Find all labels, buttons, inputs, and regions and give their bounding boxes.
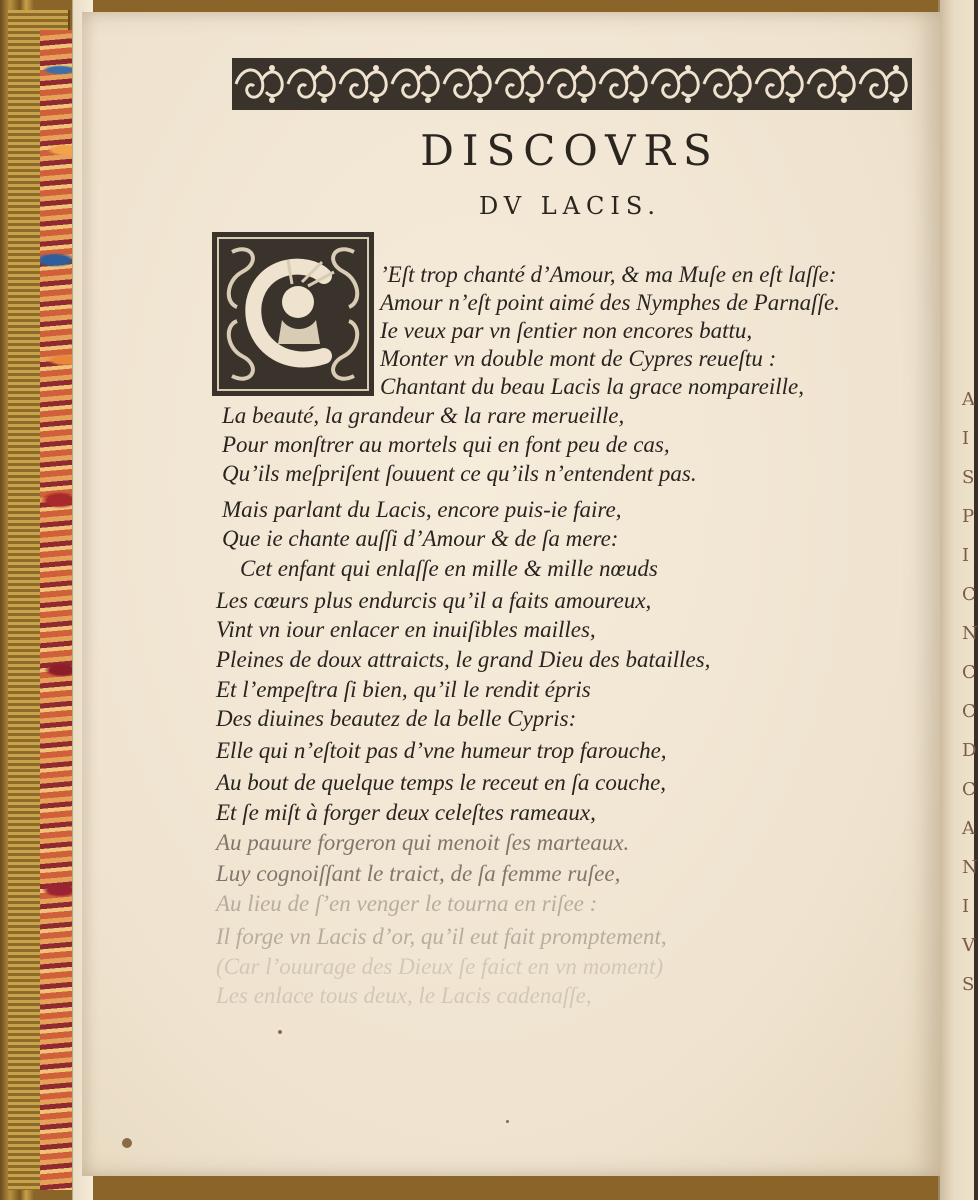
foxing-spot	[506, 1120, 509, 1123]
verse-line: (Car l’ouurage des Dieux ſe faict en vn moment)	[216, 954, 664, 979]
verse-line: Pleines de doux attraicts, le grand Dieu des batailles,	[216, 647, 711, 672]
facing-letter: A	[962, 389, 975, 410]
verse-line: Luy cognoiſſant le traict, de ſa femme ruſee,	[216, 861, 621, 886]
verse-line: Pour monſtrer au mortels qui en font peu de cas,	[222, 432, 670, 457]
facing-letter: C	[962, 662, 976, 683]
verse-line: Au lieu de ſ’en venger le tourna en riſee :	[216, 891, 598, 916]
verse-line: Et l’empeſtra ſi bien, qu’il le rendit épris	[216, 677, 591, 702]
foxing-spot	[122, 1138, 132, 1148]
verse-line: Et ſe miſt à forger deux celeſtes rameaux,	[216, 800, 596, 825]
facing-letter: A	[962, 818, 975, 839]
page-subtitle: DV LACIS.	[478, 192, 662, 220]
verse-line: Vint vn iour enlacer en inuiſibles mailles,	[216, 617, 596, 642]
facing-letter: D	[962, 740, 977, 761]
facing-page-letters	[962, 380, 978, 1080]
verse-line: Cet enfant qui enlaſſe en mille & mille nœuds	[240, 556, 658, 581]
verse-line: La beauté, la grandeur & la rare merueille,	[222, 403, 625, 428]
verse-line: Les cœurs plus endurcis qu’il a faits amoureux,	[216, 588, 652, 613]
facing-letter: C	[962, 584, 976, 605]
verse-line: Chantant du beau Lacis la grace nompareille,	[380, 374, 804, 399]
facing-letter: I	[962, 428, 970, 449]
facing-letter: N	[962, 857, 978, 878]
facing-letter: P	[962, 506, 975, 527]
verse-line: Il forge vn Lacis d’or, qu’il eut fait promptement,	[216, 924, 667, 949]
verse-line: Amour n’eſt point aimé des Nymphes de Parnaſſe.	[380, 290, 840, 315]
decorated-initial-c	[212, 232, 374, 396]
verse-line: ’Eſt trop chanté d’Amour, & ma Muſe en eſt laſſe:	[380, 262, 837, 287]
facing-letter: S	[962, 467, 975, 488]
verse-line: Ie veux par vn ſentier non encores battu,	[380, 318, 753, 343]
headpiece-ornament	[232, 58, 912, 110]
facing-letter: V	[962, 935, 975, 956]
facing-letter: N	[962, 623, 978, 644]
verse-line: Mais parlant du Lacis, encore puis-ie faire,	[222, 497, 622, 522]
facing-letter: S	[962, 974, 975, 995]
facing-letter: I	[962, 545, 970, 566]
verse-line: Au bout de quelque temps le receut en ſa couche,	[216, 770, 667, 795]
verse-line: Des diuines beautez de la belle Cypris:	[216, 706, 577, 731]
page-title: DISCOVRS	[420, 126, 720, 175]
verse-line: Au pauure forgeron qui menoit ſes marteaux.	[216, 830, 630, 855]
verse-line: Qu’ils meſpriſent ſouuent ce qu’ils n’entendent pas.	[222, 461, 697, 486]
facing-letter: I	[962, 896, 970, 917]
foxing-spot	[278, 1030, 282, 1034]
verse-line: Monter vn double mont de Cypres reueſtu :	[380, 346, 777, 371]
verse-line: Elle qui n’eſtoit pas d’vne humeur trop farouche,	[216, 738, 667, 763]
verse-line: Les enlace tous deux, le Lacis cadenaſſe,	[216, 983, 592, 1008]
facing-letter: C	[962, 701, 976, 722]
facing-letter: C	[962, 779, 976, 800]
verse-line: Que ie chante auſſi d’Amour & de ſa mere:	[222, 526, 619, 551]
